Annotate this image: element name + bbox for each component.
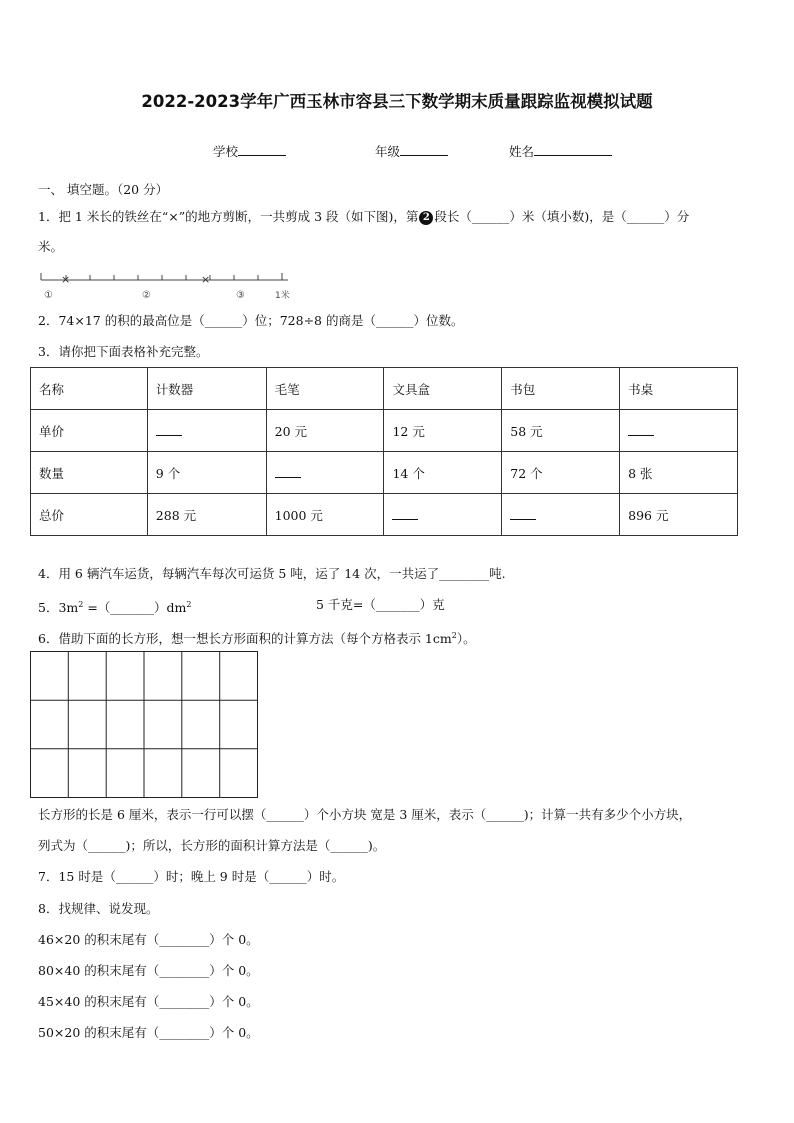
table-blank-cell[interactable]: [147, 410, 266, 452]
table-header-cell: 书包: [502, 368, 620, 410]
table-row: [31, 410, 738, 452]
question-3: 3．请你把下面表格补充完整。: [38, 344, 209, 359]
grade-blank[interactable]: [400, 142, 448, 156]
table-header-cell: 计数器: [147, 368, 266, 410]
q6-sup: 2: [451, 631, 457, 640]
circled-number: 2: [419, 211, 433, 225]
ruler-label-3: ③: [236, 290, 245, 301]
table-row: [31, 494, 738, 536]
table-header-cell: 文具盒: [384, 368, 502, 410]
q5-left-a: 5．3m: [38, 600, 79, 616]
ruler-label-2: ②: [142, 290, 151, 301]
ruler-figure: [38, 268, 298, 302]
ruler-label-1: ①: [44, 290, 53, 301]
question-7: 7．15 时是（______）时；晚上 9 时是（______）时。: [38, 869, 345, 884]
grade-field: [375, 142, 448, 160]
question-8-item: 50×20 的积末尾有（________）个 0。: [38, 1025, 259, 1040]
q5-sup-2: 2: [186, 600, 192, 609]
rectangle-grid: [30, 651, 260, 800]
grid-lines: [31, 652, 258, 798]
ruler-label-end: 1米: [275, 291, 290, 301]
table-cell: 1000 元: [266, 494, 384, 536]
school-field: [213, 142, 286, 160]
ruler-ticks: [41, 273, 282, 280]
question-6-line-1: 长方形的长是 6 厘米，表示一行可以摆（______）个小方块 宽是 3 厘米，表示（______)；计算一共有多少个小方块，: [38, 807, 692, 822]
q5-sup-1: 2: [78, 600, 84, 609]
cut-mark-2: ×: [201, 273, 211, 286]
table-header-cell: 名称: [31, 368, 148, 410]
table-header-cell: 毛笔: [266, 368, 384, 410]
table-header-cell: 书桌: [620, 368, 738, 410]
page-title: 2022-2023学年广西玉林市容县三下数学期末质量跟踪监视模拟试题: [141, 92, 653, 111]
grade-label: 年级: [375, 144, 401, 159]
table-blank-cell[interactable]: [502, 494, 620, 536]
school-label: 学校: [213, 144, 239, 159]
school-blank[interactable]: [238, 142, 286, 156]
table-cell: 288 元: [147, 494, 266, 536]
table-cell: 58 元: [502, 410, 620, 452]
table-cell: 12 元: [384, 410, 502, 452]
question-6-line-2: 列式为（______)；所以，长方形的面积计算方法是（______)。: [38, 838, 386, 853]
q6-text-b: ）。: [456, 631, 476, 647]
question-6: [38, 628, 476, 647]
question-8-item: 80×40 的积末尾有（________）个 0。: [38, 963, 259, 978]
table-cell: 20 元: [266, 410, 384, 452]
table-blank-cell[interactable]: [266, 452, 384, 494]
table-cell: 896 元: [620, 494, 738, 536]
q1-text-b: 段长（______）米（填小数)，是（______）分: [434, 209, 690, 224]
question-5-left: [38, 597, 192, 616]
question-1-line-2: 米。: [38, 239, 64, 254]
question-1-line-1: [38, 209, 689, 225]
table-row: [31, 452, 738, 494]
table-cell: 9 个: [147, 452, 266, 494]
table-row: [31, 368, 738, 410]
table-cell: 14 个: [384, 452, 502, 494]
price-table: [30, 367, 738, 536]
table-blank-cell[interactable]: [384, 494, 502, 536]
cut-mark-1: ×: [61, 273, 71, 286]
name-blank[interactable]: [534, 142, 612, 156]
table-cell: 8 张: [620, 452, 738, 494]
table-cell: 72 个: [502, 452, 620, 494]
table-cell: 总价: [31, 494, 148, 536]
q1-text-a: 1．把 1 米长的铁丝在“×”的地方剪断，一共剪成 3 段（如下图)，第: [38, 209, 419, 224]
name-label: 姓名: [509, 144, 535, 159]
q6-text-a: 6．借助下面的长方形，想一想长方形面积的计算方法（每个方格表示 1cm: [38, 631, 452, 647]
table-blank-cell[interactable]: [620, 410, 738, 452]
question-8-item: 45×40 的积末尾有（________）个 0。: [38, 994, 259, 1009]
question-8: 8．找规律、说发现。: [38, 901, 159, 916]
table-cell: 数量: [31, 452, 148, 494]
question-5-right: 5 千克=（_______）克: [316, 597, 445, 612]
table-cell: 单价: [31, 410, 148, 452]
q5-left-b: =（_______）dm: [83, 600, 187, 616]
question-2: 2．74×17 的积的最高位是（______）位；728÷8 的商是（______）位数。: [38, 313, 464, 328]
name-field: [509, 142, 612, 160]
question-8-item: 46×20 的积末尾有（________）个 0。: [38, 932, 259, 947]
section-heading: 一、 填空题。（20 分）: [38, 182, 169, 197]
question-4: 4．用 6 辆汽车运货，每辆汽车每次可运货 5 吨，运了 14 次，一共运了________吨.: [38, 566, 506, 581]
